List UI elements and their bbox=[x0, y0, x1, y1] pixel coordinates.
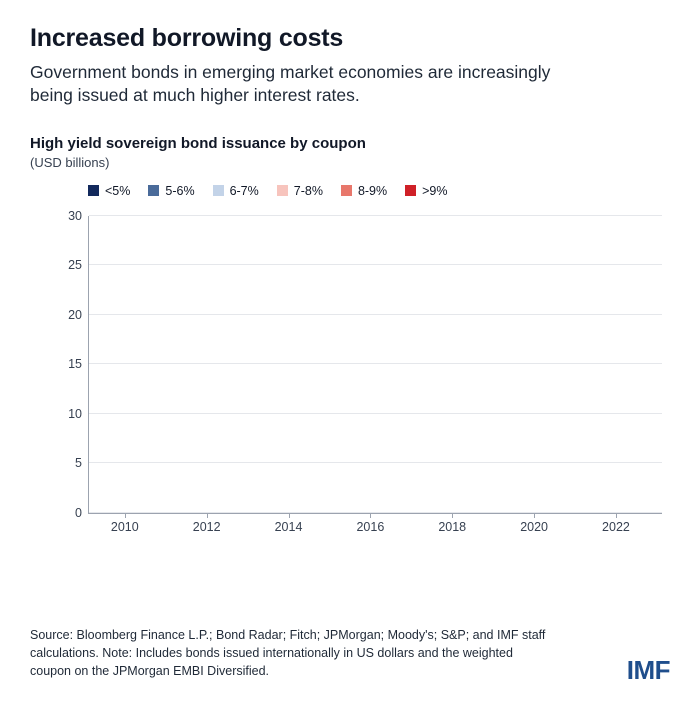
bar-slot bbox=[161, 216, 171, 513]
bar-slot bbox=[181, 216, 191, 513]
y-axis-tick-label: 15 bbox=[68, 357, 82, 371]
chart-legend bbox=[30, 184, 670, 198]
bar-slot bbox=[406, 216, 416, 513]
bar-slot bbox=[376, 216, 386, 513]
bar-slot bbox=[263, 216, 273, 513]
x-axis-tick-mark bbox=[370, 513, 371, 518]
bar-slot bbox=[396, 216, 406, 513]
x-axis-tick-mark bbox=[289, 513, 290, 518]
bar-slot bbox=[253, 216, 263, 513]
legend-item[interactable] bbox=[88, 184, 130, 198]
bar-slot bbox=[283, 216, 293, 513]
bar-slot bbox=[580, 216, 590, 513]
bar-slot bbox=[621, 216, 631, 513]
bar-slot bbox=[335, 216, 345, 513]
bottom-bar bbox=[0, 712, 700, 724]
bar-slot bbox=[539, 216, 549, 513]
bar-slot bbox=[243, 216, 253, 513]
bar-slot bbox=[355, 216, 365, 513]
y-axis-tick-label: 10 bbox=[68, 406, 82, 421]
bar-slot bbox=[560, 216, 570, 513]
x-axis-tick-label: 2020 bbox=[520, 519, 548, 534]
bar-slot bbox=[529, 216, 539, 513]
y-axis-tick-label: 5 bbox=[75, 456, 82, 470]
x-axis-tick-mark bbox=[125, 513, 126, 518]
imf-logo: IMF bbox=[626, 655, 670, 685]
bar-group bbox=[89, 216, 662, 513]
bar-slot bbox=[590, 216, 600, 513]
legend-item[interactable] bbox=[341, 184, 387, 198]
legend-item[interactable] bbox=[148, 184, 194, 198]
bar-slot bbox=[652, 216, 662, 513]
bar-slot bbox=[468, 216, 478, 513]
x-axis-tick-mark bbox=[534, 513, 535, 518]
x-axis-tick-label: 2014 bbox=[274, 519, 303, 534]
bar-slot bbox=[294, 216, 304, 513]
plot-area bbox=[30, 208, 670, 548]
bar-slot bbox=[109, 216, 119, 513]
source-note: Source: Bloomberg Finance L.P.; Bond Radar; Fitch; JPMorgan; Moody's; S&P; and IMF staff calculations. Note: Includes bonds issued internationally in US dollars and the weighted coupon on the JPMorgan EMBI Diversified. bbox=[30, 627, 546, 678]
bar-slot bbox=[365, 216, 375, 513]
x-axis-tick-mark bbox=[207, 513, 208, 518]
x-axis-tick-label: 2010 bbox=[110, 519, 139, 534]
page-subhead: Government bonds in emerging market economies are increasingly being issued at much higher interest rates. bbox=[30, 62, 551, 105]
bar-slot bbox=[304, 216, 314, 513]
bar-slot bbox=[631, 216, 641, 513]
y-axis-tick-label: 25 bbox=[68, 258, 82, 272]
legend-item[interactable] bbox=[405, 184, 447, 198]
page-headline: Increased borrowing costs bbox=[30, 24, 344, 52]
bar-slot bbox=[99, 216, 109, 513]
bar-slot bbox=[202, 216, 212, 513]
bar-slot bbox=[437, 216, 447, 513]
legend-swatch-icon bbox=[88, 185, 99, 196]
bar-slot bbox=[611, 216, 621, 513]
bar-slot bbox=[642, 216, 652, 513]
y-axis-tick-label: 0 bbox=[75, 505, 82, 520]
x-axis-tick-label: 2016 bbox=[356, 519, 385, 534]
legend-swatch-icon bbox=[277, 185, 288, 196]
legend-swatch-icon bbox=[213, 185, 224, 196]
y-axis-tick-label: 20 bbox=[68, 307, 82, 322]
bar-slot bbox=[519, 216, 529, 513]
chart-page bbox=[0, 24, 700, 724]
bar-slot bbox=[345, 216, 355, 513]
bar-slot bbox=[232, 216, 242, 513]
legend-label: 5-6% bbox=[165, 183, 195, 198]
bar-slot bbox=[601, 216, 611, 513]
bar-slot bbox=[427, 216, 437, 513]
x-axis-tick-label: 2012 bbox=[192, 519, 221, 534]
bar-slot bbox=[89, 216, 99, 513]
bar-slot bbox=[550, 216, 560, 513]
plot-canvas bbox=[68, 208, 662, 534]
x-axis-tick-label: 2022 bbox=[602, 519, 630, 534]
x-axis-tick-mark bbox=[452, 513, 453, 518]
legend-swatch-icon bbox=[148, 185, 159, 196]
bar-slot bbox=[150, 216, 160, 513]
bar-slot bbox=[140, 216, 150, 513]
x-axis-tick-label: 2018 bbox=[438, 519, 467, 534]
bar-slot bbox=[191, 216, 201, 513]
bar-slot bbox=[478, 216, 488, 513]
bar-slot bbox=[457, 216, 467, 513]
bar-slot bbox=[314, 216, 324, 513]
legend-swatch-icon bbox=[405, 185, 416, 196]
legend-swatch-icon bbox=[341, 185, 352, 196]
bar-slot bbox=[498, 216, 508, 513]
legend-label: <5% bbox=[105, 183, 131, 198]
legend-item[interactable] bbox=[277, 184, 323, 198]
bar-slot bbox=[212, 216, 222, 513]
bar-slot bbox=[324, 216, 334, 513]
chart-units: (USD billions) bbox=[30, 154, 110, 170]
legend-item[interactable] bbox=[213, 184, 259, 198]
x-axis-tick-mark bbox=[616, 513, 617, 518]
bar-slot bbox=[447, 216, 457, 513]
bar-slot bbox=[120, 216, 130, 513]
bar-slot bbox=[171, 216, 181, 513]
bar-slot bbox=[273, 216, 283, 513]
bar-slot bbox=[130, 216, 140, 513]
bar-slot bbox=[488, 216, 498, 513]
legend-label: 7-8% bbox=[293, 183, 323, 198]
y-axis-tick-label: 30 bbox=[68, 208, 82, 223]
chart-title: High yield sovereign bond issuance by coupon bbox=[30, 134, 366, 152]
bar-slot bbox=[222, 216, 232, 513]
bar-slot bbox=[570, 216, 580, 513]
legend-label: 6-7% bbox=[229, 183, 259, 198]
bar-slot bbox=[509, 216, 519, 513]
bar-slot bbox=[386, 216, 396, 513]
bar-slot bbox=[417, 216, 427, 513]
legend-label: >9% bbox=[422, 183, 448, 198]
legend-label: 8-9% bbox=[357, 183, 388, 198]
